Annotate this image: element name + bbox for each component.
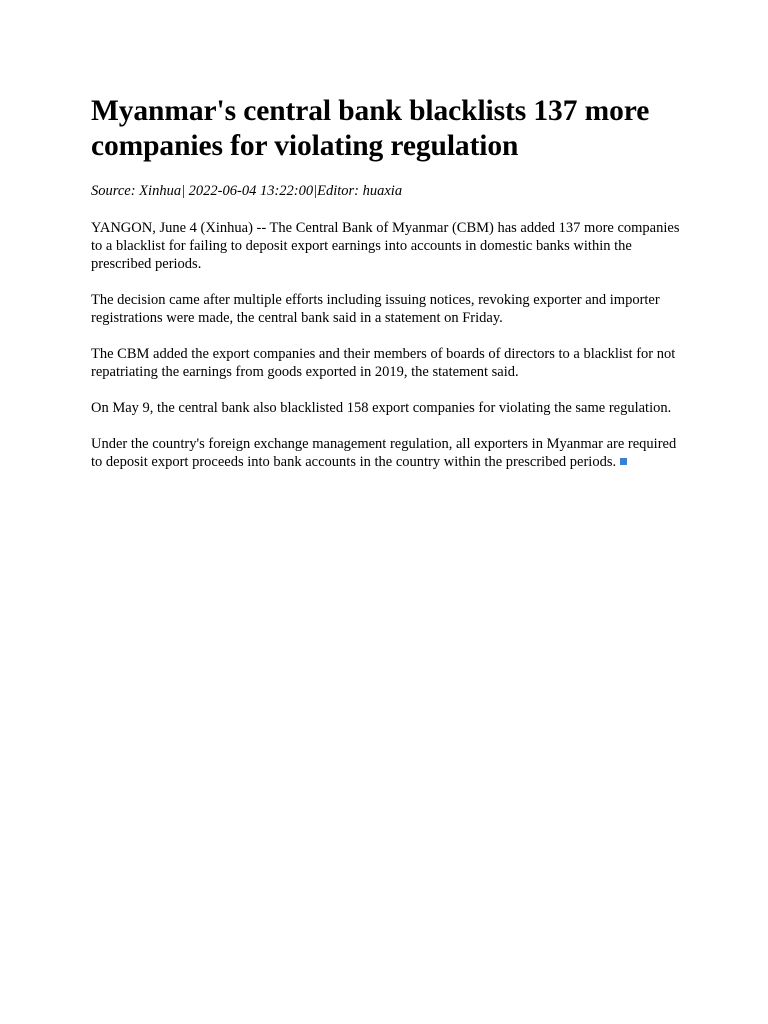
paragraph-text: YANGON, June 4 (Xinhua) -- The Central Bank of Myanmar (CBM) has added 137 more companies to a blacklist for failing to deposit export earnings into accounts in domestic banks within the prescribed periods. [91, 220, 680, 272]
end-mark-icon [620, 458, 627, 465]
headline: Myanmar's central bank blacklists 137 more companies for violating regulation [91, 95, 650, 162]
article-paragraph [91, 435, 683, 471]
article-paragraph [91, 291, 683, 327]
paragraph-text: On May 9, the central bank also blacklisted 158 export companies for violating the same regulation. [91, 400, 672, 416]
article-paragraph [91, 399, 683, 417]
paragraph-text: The CBM added the export companies and their members of boards of directors to a blacklist for not repatriating the earnings from goods exported in 2019, the statement said. [91, 346, 676, 380]
paragraph-text: Under the country's foreign exchange management regulation, all exporters in Myanmar are required to deposit export proceeds into bank accounts in the country within the prescribed periods. [91, 436, 677, 470]
article [91, 94, 683, 489]
article-paragraph [91, 219, 683, 273]
source-line: Source: Xinhua| 2022-06-04 13:22:00|Editor: huaxia [91, 183, 403, 199]
paragraph-text: The decision came after multiple efforts including issuing notices, revoking exporter and importer registrations were made, the central bank said in a statement on Friday. [91, 292, 660, 326]
article-paragraph [91, 345, 683, 381]
